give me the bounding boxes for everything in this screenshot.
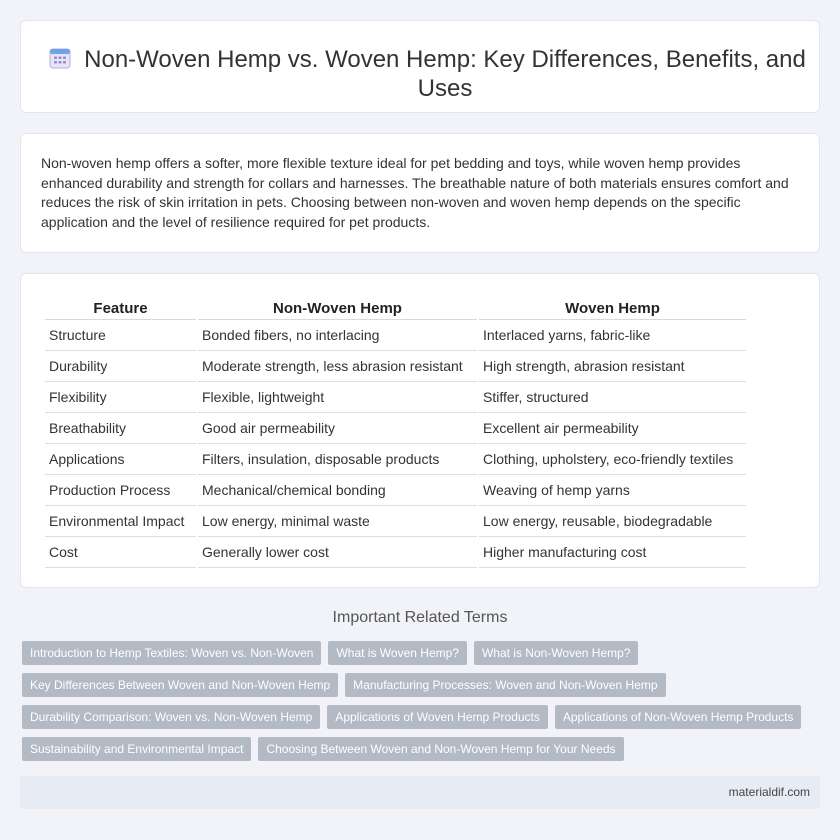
tag-row [22,705,822,729]
non-woven-cell: Low energy, minimal waste [198,506,477,537]
table-row [45,351,746,382]
column-header-non-woven: Non-Woven Hemp [198,296,477,320]
tag-row [22,641,822,665]
related-terms-list [22,641,822,769]
calendar-icon [49,47,71,69]
woven-cell: Interlaced yarns, fabric-like [479,320,746,351]
related-term-tag[interactable]: Applications of Non-Woven Hemp Products [555,705,802,729]
column-header-woven: Woven Hemp [479,296,746,320]
non-woven-cell: Moderate strength, less abrasion resistant [198,351,477,382]
feature-cell: Structure [45,320,196,351]
feature-cell: Production Process [45,475,196,506]
feature-cell: Cost [45,537,196,568]
title-card [20,20,820,113]
related-term-tag[interactable]: What is Non-Woven Hemp? [474,641,639,665]
footer [20,776,820,809]
comparison-card [20,273,820,588]
non-woven-cell: Mechanical/chemical bonding [198,475,477,506]
non-woven-cell: Filters, insulation, disposable products [198,444,477,475]
woven-cell: Weaving of hemp yarns [479,475,746,506]
related-term-tag[interactable]: Choosing Between Woven and Non-Woven Hemp for Your Needs [258,737,623,761]
intro-card [20,133,820,253]
related-term-tag[interactable]: Durability Comparison: Woven vs. Non-Woven Hemp [22,705,320,729]
tag-row [22,673,822,697]
non-woven-cell: Bonded fibers, no interlacing [198,320,477,351]
table-row [45,537,746,568]
table-row [45,382,746,413]
table-row [45,475,746,506]
page-title: Non-Woven Hemp vs. Woven Hemp: Key Differences, Benefits, and Uses [84,46,806,102]
table-header-row [45,296,746,320]
related-terms-heading: Important Related Terms [332,609,508,626]
related-term-tag[interactable]: Key Differences Between Woven and Non-Woven Hemp [22,673,338,697]
table-row [45,413,746,444]
woven-cell: Higher manufacturing cost [479,537,746,568]
table-row [45,444,746,475]
related-term-tag[interactable]: Manufacturing Processes: Woven and Non-Woven Hemp [345,673,665,697]
woven-cell: Low energy, reusable, biodegradable [479,506,746,537]
feature-cell: Environmental Impact [45,506,196,537]
intro-paragraph: Non-woven hemp offers a softer, more flexible texture ideal for pet bedding and toys, while woven hemp provides enhanced durability and strength for collars and harnesses. The breathable nature of both materials ensures comfort and reduces the risk of skin irritation in pets. Choosing between non-woven and woven hemp depends on the specific application and the level of resilience required for pet products. [41,155,789,230]
non-woven-cell: Generally lower cost [198,537,477,568]
footer-site-link[interactable]: materialdif.com [728,785,810,799]
woven-cell: High strength, abrasion resistant [479,351,746,382]
woven-cell: Stiffer, structured [479,382,746,413]
feature-cell: Durability [45,351,196,382]
related-term-tag[interactable]: What is Woven Hemp? [328,641,467,665]
tag-row [22,737,822,761]
related-term-tag[interactable]: Introduction to Hemp Textiles: Woven vs. Non-Woven [22,641,321,665]
related-term-tag[interactable]: Sustainability and Environmental Impact [22,737,251,761]
non-woven-cell: Good air permeability [198,413,477,444]
column-header-feature: Feature [45,296,196,320]
related-term-tag[interactable]: Applications of Woven Hemp Products [327,705,548,729]
table-row [45,506,746,537]
feature-cell: Applications [45,444,196,475]
table-row [45,320,746,351]
woven-cell: Clothing, upholstery, eco-friendly textiles [479,444,746,475]
woven-cell: Excellent air permeability [479,413,746,444]
non-woven-cell: Flexible, lightweight [198,382,477,413]
feature-cell: Flexibility [45,382,196,413]
comparison-table [43,296,748,568]
feature-cell: Breathability [45,413,196,444]
